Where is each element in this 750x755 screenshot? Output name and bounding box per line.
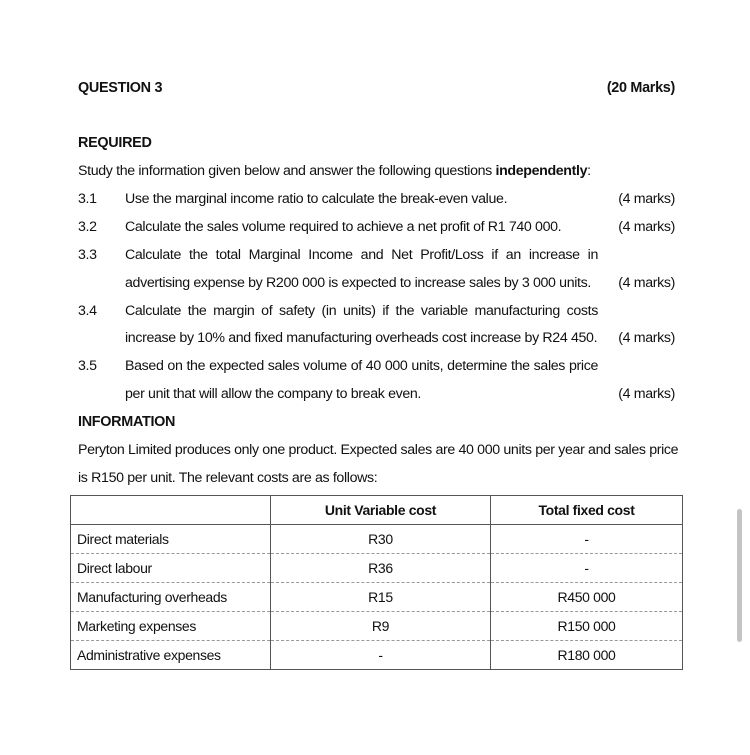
item-marks: (4 marks) [618,386,675,402]
table-cell: - [271,641,491,670]
item-number: 3.3 [78,247,97,263]
table-cell: R150 000 [491,612,683,641]
item-text-continued: advertising expense by R200 000 is expected to increase sales by 3 000 units. [125,275,591,291]
information-text-continued: is R150 per unit. The relevant costs are as follows: [78,470,378,486]
item-text-continued: increase by 10% and fixed manufacturing overheads cost increase by R24 450. [125,330,598,346]
table-cell: Direct materials [71,525,271,554]
table-header-row [71,496,683,525]
table-row [71,641,683,670]
item-marks: (4 marks) [618,191,675,207]
information-text: Peryton Limited produces only one product. Expected sales are 40 000 units per year and sales price [78,442,679,458]
table-cell: R9 [271,612,491,641]
required-intro [78,163,591,179]
item-number: 3.5 [78,358,97,374]
item-text: Calculate the margin of safety (in units) if the variable manufacturing costs [125,303,598,319]
table-header-cell: Unit Variable cost [271,496,491,525]
table-cell: R30 [271,525,491,554]
table-cell: R36 [271,554,491,583]
information-heading: INFORMATION [78,414,176,430]
required-intro-suffix: : [587,163,591,179]
item-number: 3.4 [78,303,97,319]
vertical-scrollbar[interactable] [737,509,742,642]
required-heading: REQUIRED [78,135,152,151]
table-cell: R450 000 [491,583,683,612]
item-text: Calculate the total Marginal Income and Net Profit/Loss if an increase in [125,247,598,263]
item-text-continued: per unit that will allow the company to break even. [125,386,422,402]
table-cell: R15 [271,583,491,612]
required-intro-text: Study the information given below and answer the following questions [78,163,496,179]
table-cell: Administrative expenses [71,641,271,670]
table-cell: - [491,525,683,554]
table-row [71,554,683,583]
table-row [71,583,683,612]
required-intro-bold: independently [495,163,588,179]
question-title: QUESTION 3 [78,80,163,96]
question-total-marks: (20 Marks) [606,80,675,96]
table-cell: R180 000 [491,641,683,670]
item-text: Calculate the sales volume required to achieve a net profit of R1 740 000. [125,219,562,235]
item-number: 3.2 [78,219,97,235]
table-cell: Marketing expenses [71,612,271,641]
item-text: Based on the expected sales volume of 40 000 units, determine the sales price [125,358,598,374]
item-marks: (4 marks) [618,275,675,291]
table-row [71,525,683,554]
item-number: 3.1 [78,191,97,207]
item-text: Use the marginal income ratio to calculate the break-even value. [125,191,508,207]
table-header-cell [71,496,271,525]
table-header-cell: Total fixed cost [491,496,683,525]
table-row [71,612,683,641]
cost-table [70,495,683,670]
item-marks: (4 marks) [618,219,675,235]
item-marks: (4 marks) [618,330,675,346]
table-cell: Direct labour [71,554,271,583]
table-cell: Manufacturing overheads [71,583,271,612]
table-cell: - [491,554,683,583]
